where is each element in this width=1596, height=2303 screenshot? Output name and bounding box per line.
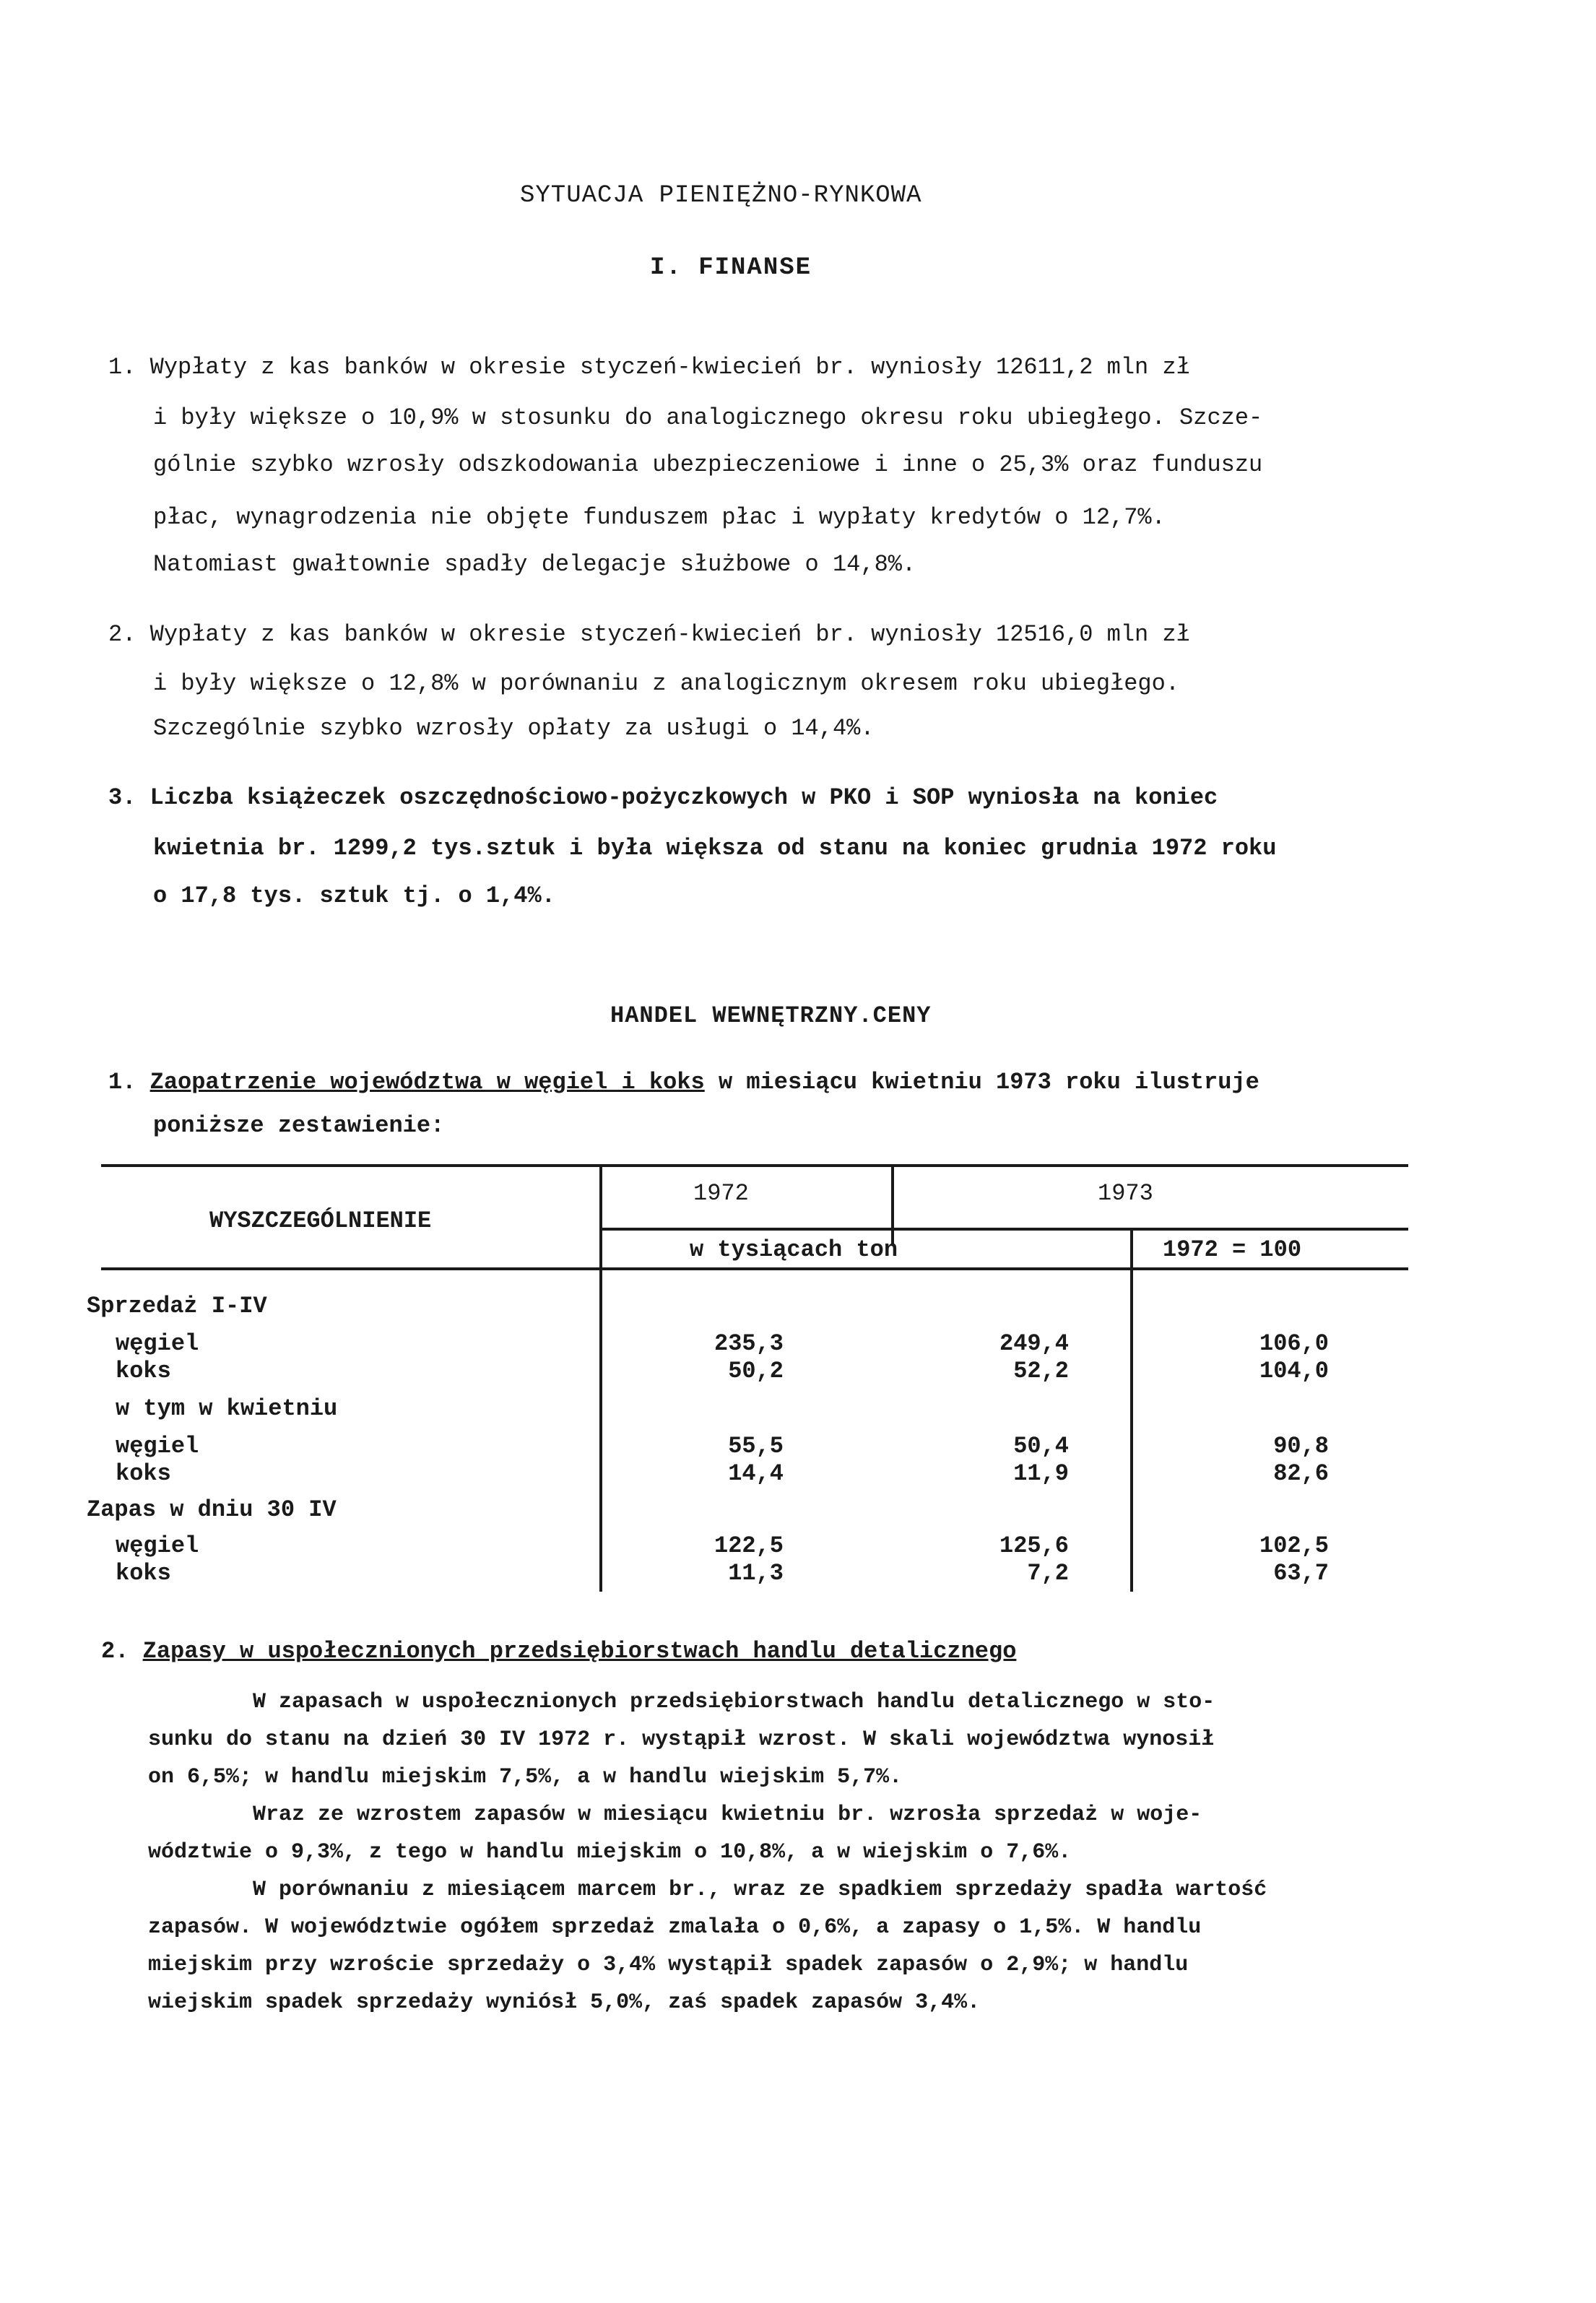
table-cell-1973: 50,4 [1013, 1433, 1069, 1460]
section-heading-finanse: I. FINANSE [650, 254, 812, 282]
text-line: płac, wynagrodzenia nie objęte funduszem płac i wypłaty kredytów o 12,7%. [153, 504, 1166, 531]
table-cell-1973: 11,9 [1013, 1460, 1069, 1487]
text-line: Szczególnie szybko wzrosły opłaty za usługi o 14,4%. [153, 715, 875, 742]
table-row-label: węgiel [116, 1330, 199, 1357]
table-rule-header-mid [599, 1228, 1408, 1231]
item-number: 1. [108, 1069, 136, 1096]
table-cell-index: 106,0 [1259, 1330, 1329, 1357]
text-line: W zapasach w uspołecznionych przedsiębiorstwach handlu detalicznego w sto- [253, 1690, 1215, 1714]
text-fragment: w miesiącu kwietniu 1973 roku ilustruje [704, 1069, 1259, 1096]
table-row-label: koks [116, 1560, 171, 1587]
table-rule-vertical [1130, 1228, 1133, 1592]
text-line: wiejskim spadek sprzedaży wyniósł 5,0%, zaś spadek zapasów 3,4%. [148, 1990, 981, 2015]
table-group-label: Sprzedaż I-IV [87, 1293, 267, 1319]
text-line: Wraz ze wzrostem zapasów w miesiącu kwietniu br. wzrosła sprzedaż w woje- [253, 1803, 1202, 1827]
table-header-1972: 1972 [693, 1180, 749, 1207]
text-line: o 17,8 tys. sztuk tj. o 1,4%. [153, 882, 555, 909]
text-line [101, 1638, 1016, 1665]
table-cell-index: 63,7 [1273, 1560, 1329, 1587]
table-rule-vertical [891, 1164, 894, 1244]
text-line: sunku do stanu na dzień 30 IV 1972 r. wystąpił wzrost. W skali województwa wynosił [148, 1727, 1215, 1752]
table-cell-index: 102,5 [1259, 1532, 1329, 1559]
underlined-subject: Zapasy w uspołecznionych przedsiębiorstwach handlu detalicznego [142, 1638, 1017, 1665]
table-row-label: węgiel [116, 1532, 199, 1559]
table-cell-1972: 50,2 [728, 1358, 784, 1384]
table-header-unit: w tysiącach ton [690, 1236, 898, 1263]
text-line: 3. Liczba książeczek oszczędnościowo-pożyczkowych w PKO i SOP wyniosła na koniec [108, 784, 1218, 811]
section-heading-handel: HANDEL WEWNĘTRZNY.CENY [610, 1002, 932, 1029]
item-number: 2. [101, 1638, 129, 1665]
text-line: gólnie szybko wzrosły odszkodowania ubezpieczeniowe i inne o 25,3% oraz funduszu [153, 451, 1263, 478]
text-line: i były większe o 10,9% w stosunku do analogicznego okresu roku ubiegłego. Szcze- [153, 404, 1263, 431]
text-line [108, 1069, 1259, 1096]
table-cell-1973: 125,6 [999, 1532, 1069, 1559]
coal-supply-table [87, 1164, 1408, 1597]
table-cell-1972: 235,3 [714, 1330, 784, 1357]
underlined-subject: Zaopatrzenie województwa w węgiel i koks [149, 1069, 705, 1096]
table-rule-header-bottom [101, 1267, 1408, 1270]
table-cell-1973: 7,2 [1027, 1560, 1069, 1587]
table-row-label: węgiel [116, 1433, 199, 1460]
text-line: 1. Wypłaty z kas banków w okresie styczeń-kwiecień br. wyniosły 12611,2 mln zł [108, 354, 1190, 381]
table-cell-index: 90,8 [1273, 1433, 1329, 1460]
text-line: 2. Wypłaty z kas banków w okresie styczeń-kwiecień br. wyniosły 12516,0 mln zł [108, 621, 1190, 648]
text-line: W porównaniu z miesiącem marcem br., wraz ze spadkiem sprzedaży spadła wartość [253, 1878, 1267, 1902]
table-cell-1972: 14,4 [728, 1460, 784, 1487]
table-cell-1972: 55,5 [728, 1433, 784, 1460]
text-line: kwietnia br. 1299,2 tys.sztuk i była większa od stanu na koniec grudnia 1972 roku [153, 835, 1277, 862]
table-cell-index: 104,0 [1259, 1358, 1329, 1384]
page-title: SYTUACJA PIENIĘŻNO-RYNKOWA [520, 182, 922, 209]
text-line: miejskim przy wzroście sprzedaży o 3,4% wystąpił spadek zapasów o 2,9%; w handlu [148, 1953, 1189, 1977]
table-cell-1972: 122,5 [714, 1532, 784, 1559]
table-header-wyszczegolnienie: WYSZCZEGÓLNIENIE [209, 1207, 432, 1234]
text-line: Natomiast gwałtownie spadły delegacje służbowe o 14,8%. [153, 551, 916, 578]
table-group-label: w tym w kwietniu [116, 1395, 338, 1422]
table-row-label: koks [116, 1358, 171, 1384]
text-line: i były większe o 12,8% w porównaniu z analogicznym okresem roku ubiegłego. [153, 670, 1180, 697]
table-header-1973: 1973 [1098, 1180, 1153, 1207]
table-rule-top [101, 1164, 1408, 1167]
table-header-index: 1972 = 100 [1163, 1236, 1302, 1263]
text-line: poniższe zestawienie: [153, 1112, 445, 1139]
table-cell-1973: 249,4 [999, 1330, 1069, 1357]
table-group-label: Zapas w dniu 30 IV [87, 1496, 337, 1523]
text-line: wództwie o 9,3%, z tego w handlu miejskim o 10,8%, a w wiejskim o 7,6%. [148, 1840, 1072, 1865]
table-cell-index: 82,6 [1273, 1460, 1329, 1487]
text-line: on 6,5%; w handlu miejskim 7,5%, a w handlu wiejskim 5,7%. [148, 1765, 903, 1790]
table-cell-1973: 52,2 [1013, 1358, 1069, 1384]
text-line: zapasów. W województwie ogółem sprzedaż zmalała o 0,6%, a zapasy o 1,5%. W handlu [148, 1915, 1202, 1940]
table-row-label: koks [116, 1460, 171, 1487]
table-cell-1972: 11,3 [728, 1560, 784, 1587]
